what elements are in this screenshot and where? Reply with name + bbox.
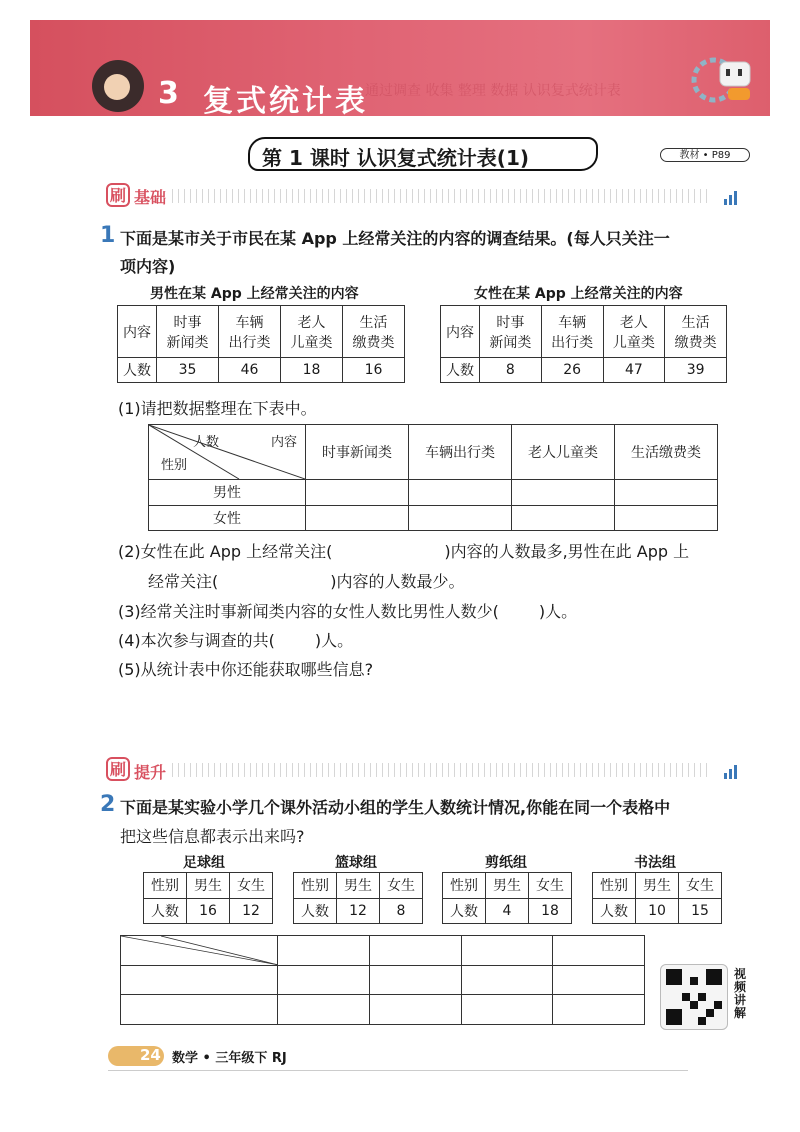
answer-cell[interactable]: [121, 965, 278, 995]
chapter-number: 3: [158, 76, 179, 111]
value-cell: 46: [219, 358, 281, 383]
qr-code-icon[interactable]: [666, 969, 722, 1025]
header-cell: 老人 儿童类: [603, 306, 665, 358]
row-header: 男性: [149, 480, 306, 506]
value-cell: 39: [665, 358, 727, 383]
question-stem-line1: 下面是某实验小学几个课外活动小组的学生人数统计情况,你能在同一个表格中: [120, 798, 671, 817]
answer-cell[interactable]: [553, 965, 645, 995]
header-cell: 车辆 出行类: [219, 306, 281, 358]
q2-answer-table: [120, 935, 645, 1025]
header-cell: 生活 缴费类: [343, 306, 405, 358]
corner-label-gender: 性别: [161, 458, 188, 473]
answer-cell[interactable]: [553, 995, 645, 1025]
sub-question-2-line1: (2)女性在此 App 上经常关注( )内容的人数最多,男性在此 App 上: [118, 542, 690, 561]
section-divider: [172, 189, 712, 203]
value-cell: 18: [281, 358, 343, 383]
banner-subtext: 通过调查 收集 整理 数据 认识复式统计表: [365, 83, 621, 99]
sub-question-5: (5)从统计表中你还能获取哪些信息?: [118, 660, 374, 679]
group-caption: 书法组: [634, 855, 676, 871]
group-table-football: 性别 男生 女生 人数 16 12: [143, 872, 273, 924]
section-badge-icon: 刷: [106, 757, 130, 781]
answer-cell[interactable]: [461, 936, 553, 966]
column-header: 车辆出行类: [409, 425, 512, 480]
group-table-calligraphy: 性别 男生 女生 人数 10 15: [592, 872, 722, 924]
answer-cell[interactable]: [278, 936, 370, 966]
answer-cell[interactable]: [121, 995, 278, 1025]
difficulty-bars-icon: [724, 186, 739, 202]
column-header: 时事新闻类: [306, 425, 409, 480]
value-cell: 47: [603, 358, 665, 383]
question-stem-line2: 把这些信息都表示出来吗?: [120, 827, 305, 846]
robot-gear-icon: [690, 54, 754, 106]
header-cell: 老人 儿童类: [281, 306, 343, 358]
answer-cell[interactable]: [306, 505, 409, 531]
answer-cell[interactable]: [409, 505, 512, 531]
group-caption: 剪纸组: [485, 855, 527, 871]
chapter-title: 复式统计表: [203, 84, 368, 119]
sub-question-4: (4)本次参与调查的共( )人。: [118, 631, 354, 650]
sub-question-2-line2: 经常关注( )内容的人数最少。: [148, 572, 465, 591]
row-label-count: 人数: [441, 358, 480, 383]
video-explain-label[interactable]: 视频讲解: [734, 967, 747, 1020]
question-number: 1: [100, 223, 116, 248]
answer-cell[interactable]: [306, 480, 409, 506]
answer-cell[interactable]: [512, 480, 615, 506]
answer-cell[interactable]: [409, 480, 512, 506]
female-survey-table: [440, 305, 727, 383]
answer-cell[interactable]: [278, 965, 370, 995]
group-table-papercut: 性别 男生 女生 人数 4 18: [442, 872, 572, 924]
header-cell: 车辆 出行类: [541, 306, 603, 358]
footer-divider: [108, 1070, 688, 1071]
female-table-caption: 女性在某 App 上经常关注的内容: [474, 286, 683, 302]
answer-cell[interactable]: [615, 480, 718, 506]
footer-subject: 数学 • 三年级下 RJ: [172, 1051, 287, 1066]
value-cell: 26: [541, 358, 603, 383]
answer-cell[interactable]: [553, 936, 645, 966]
answer-cell[interactable]: [615, 505, 718, 531]
value-cell: 16: [343, 358, 405, 383]
page-number: 24: [140, 1046, 161, 1064]
section-label-advanced: 提升: [134, 763, 167, 782]
corner-label-content: 内容: [270, 435, 297, 450]
corner-label-count: 人数: [193, 435, 220, 450]
male-table-caption: 男性在某 App 上经常关注的内容: [150, 286, 359, 302]
chapter-banner: [30, 20, 770, 116]
combined-fill-table: [148, 424, 718, 531]
qr-code-frame[interactable]: [660, 964, 728, 1030]
sub-question-3: (3)经常关注时事新闻类内容的女性人数比男性人数少( )人。: [118, 602, 578, 621]
row-label-content: 内容: [441, 306, 480, 358]
lesson-title: 第 1 课时 认识复式统计表(1): [262, 146, 530, 170]
header-cell: 时事 新闻类: [157, 306, 219, 358]
group-caption: 足球组: [183, 855, 225, 871]
answer-cell[interactable]: [369, 965, 461, 995]
group-caption: 篮球组: [335, 855, 377, 871]
value-cell: 8: [480, 358, 542, 383]
row-label-count: 人数: [118, 358, 157, 383]
row-label-content: 内容: [118, 306, 157, 358]
mascot-face: [104, 74, 130, 100]
answer-cell[interactable]: [369, 995, 461, 1025]
row-header: 女性: [149, 505, 306, 531]
answer-cell[interactable]: [461, 965, 553, 995]
section-divider: [172, 763, 712, 777]
sub-question-1: (1)请把数据整理在下表中。: [118, 399, 317, 418]
value-cell: 35: [157, 358, 219, 383]
textbook-page-reference: 教材 • P89: [660, 148, 750, 162]
section-badge-icon: 刷: [106, 183, 130, 207]
answer-cell[interactable]: [369, 936, 461, 966]
group-table-basketball: 性别 男生 女生 人数 12 8: [293, 872, 423, 924]
question-number: 2: [100, 792, 116, 817]
diagonal-header-cell[interactable]: [121, 936, 278, 966]
diagonal-header-cell: [149, 425, 306, 480]
column-header: 老人儿童类: [512, 425, 615, 480]
answer-cell[interactable]: [278, 995, 370, 1025]
difficulty-bars-icon: [724, 760, 739, 776]
male-survey-table: [117, 305, 405, 383]
section-label-basic: 基础: [134, 188, 167, 207]
question-stem-line1: 下面是某市关于市民在某 App 上经常关注的内容的调查结果。(每人只关注一: [120, 229, 670, 248]
diagonal-lines: [121, 936, 277, 965]
column-header: 生活缴费类: [615, 425, 718, 480]
answer-cell[interactable]: [461, 995, 553, 1025]
question-stem-line2: 项内容): [120, 257, 176, 276]
answer-cell[interactable]: [512, 505, 615, 531]
header-cell: 时事 新闻类: [480, 306, 542, 358]
header-cell: 生活 缴费类: [665, 306, 727, 358]
